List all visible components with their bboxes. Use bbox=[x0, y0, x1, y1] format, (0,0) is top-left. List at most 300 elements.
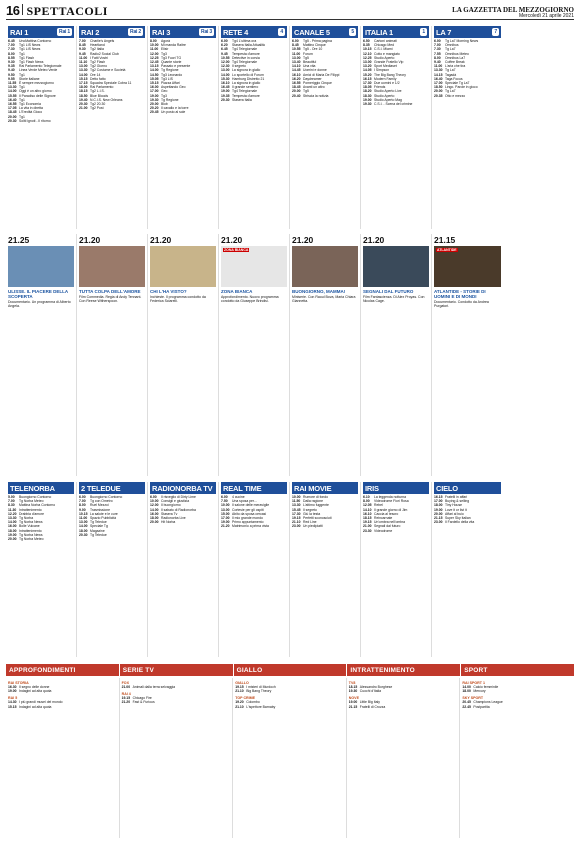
program-time: 16.00 bbox=[8, 524, 17, 529]
section-channel: GIALLO bbox=[235, 681, 249, 685]
program-title: Tg La7 bbox=[445, 89, 456, 94]
program-row[interactable] bbox=[221, 98, 287, 102]
program-row[interactable] bbox=[363, 102, 429, 106]
program-list bbox=[8, 495, 74, 541]
program-row[interactable] bbox=[462, 705, 572, 709]
program-title: Il risveglio di Dirty Lime bbox=[161, 495, 196, 499]
program-time: 20.00 bbox=[434, 89, 443, 94]
program-title: Tempesta d'amore bbox=[232, 51, 260, 56]
program-time: 7.50 bbox=[221, 499, 228, 504]
program-title: Fratelli di Crozza bbox=[359, 704, 386, 709]
highlight-description: Inchieste. Il programma condotto da Federica Sciarelli. bbox=[150, 295, 206, 304]
section-column bbox=[233, 678, 347, 838]
program-title: La signora in giallo bbox=[232, 81, 261, 86]
program-time: 10.00 bbox=[150, 43, 159, 48]
program-row[interactable] bbox=[8, 705, 117, 709]
program-time: 20.00 bbox=[150, 520, 159, 525]
page-number: 16 bbox=[6, 3, 20, 18]
program-title: UnoMattina Contorno bbox=[19, 39, 52, 43]
program-time: 11.10 bbox=[79, 60, 88, 65]
program-time: 16.10 bbox=[363, 511, 372, 516]
program-time: 17.00 bbox=[221, 516, 230, 521]
highlight-title[interactable]: ZONA BIANCA bbox=[221, 289, 253, 294]
program-title: Bolle Vulcane bbox=[19, 524, 40, 529]
program-list bbox=[221, 39, 287, 102]
program-time: 17.05 bbox=[8, 106, 17, 111]
program-time: 20.35 bbox=[434, 93, 443, 98]
highlight-description: Documentario. Un programma di Alberto Angela. bbox=[8, 300, 71, 309]
highlight-time: 21.20 bbox=[363, 235, 385, 245]
channel-name: LA 7 bbox=[436, 27, 452, 37]
program-title: Blob bbox=[161, 102, 168, 107]
channel-column-rai-1 bbox=[6, 26, 77, 229]
highlight-description: Documentario. Condotto da Andrea Purgatori. bbox=[434, 300, 489, 309]
highlight-title[interactable]: CHI L'HA VISTO? bbox=[150, 289, 187, 294]
program-title: Red Line bbox=[303, 520, 317, 525]
channel-column-rete-4 bbox=[219, 26, 290, 229]
channel-logo: Rai 1 bbox=[59, 29, 70, 35]
program-title: Radionorba Live bbox=[161, 516, 186, 521]
section-header-intrattenimento: INTRATTENIMENTO bbox=[347, 664, 460, 676]
issue-date: Mercoledì 21 aprile 2021 bbox=[518, 13, 574, 19]
highlight-title[interactable]: ATLANTIDE - STORIE DI UOMINI E DI MONDI bbox=[434, 289, 486, 299]
program-time: 6.00 bbox=[292, 39, 299, 43]
section-channel: FOX bbox=[121, 681, 129, 685]
program-time: 8.00 bbox=[150, 39, 157, 43]
program-time: 19.15 bbox=[292, 516, 301, 521]
highlight-description: Film Commedia. Regia di Andy Tennant. Con Reese Witherspoon. bbox=[79, 295, 142, 304]
program-time: 11.55 bbox=[8, 81, 17, 86]
program-time: 6.45 bbox=[8, 39, 15, 43]
highlight-photo bbox=[434, 246, 501, 287]
program-title: Tg1 bbox=[19, 97, 25, 102]
program-title: Tg2 Flash bbox=[90, 60, 106, 65]
program-title: Tg1 Flash News bbox=[19, 60, 44, 65]
program-time: 19.15 bbox=[235, 685, 244, 689]
program-row[interactable] bbox=[349, 689, 458, 693]
program-title: Storie italiane bbox=[19, 76, 40, 81]
program-row[interactable] bbox=[434, 520, 501, 524]
program-time: 12.20 bbox=[8, 511, 17, 516]
program-list bbox=[150, 39, 216, 115]
program-list bbox=[8, 39, 74, 123]
program-title: Mi manda Raitre bbox=[161, 43, 186, 48]
program-time: 9.30 bbox=[79, 47, 86, 52]
program-time: 21.20 bbox=[121, 700, 131, 705]
program-time: 20.30 bbox=[79, 102, 88, 107]
program-list bbox=[434, 495, 501, 524]
program-title: Speciale Tg bbox=[90, 524, 108, 529]
program-title: Studio Aperto Live bbox=[374, 89, 402, 94]
channel-grid-middle bbox=[6, 482, 574, 657]
program-title: Super Sky Italian bbox=[445, 516, 471, 521]
program-title: Tg1 Flash bbox=[19, 55, 35, 60]
section-channel: NOVE bbox=[348, 696, 359, 701]
program-time: 14.00 bbox=[150, 507, 159, 512]
program-time: 10.00 bbox=[150, 499, 159, 504]
program-row[interactable] bbox=[122, 700, 231, 704]
program-time: 11.30 bbox=[8, 507, 17, 512]
program-title: Tg4 Telegiornale bbox=[232, 47, 258, 52]
channel-name: RADIONORBA TV bbox=[152, 483, 213, 493]
channel-column-rai-movie bbox=[290, 482, 361, 657]
program-title: Big Bang Theory bbox=[246, 689, 272, 694]
program-title: Speciale Tg La7 bbox=[445, 81, 470, 86]
program-title: Matrimonio a prima vista bbox=[232, 524, 269, 529]
program-list bbox=[150, 495, 216, 524]
program-title: Caccia al tesoro bbox=[374, 511, 399, 516]
program-title: Tg1 LIS News bbox=[19, 47, 41, 52]
program-title: Uomini e donne bbox=[303, 68, 327, 73]
program-time: 8.45 bbox=[292, 43, 299, 48]
section-channel: RAI SPORT 1 bbox=[462, 681, 485, 685]
program-time: 18.45 bbox=[8, 110, 17, 115]
program-time: 21.10 bbox=[292, 520, 301, 525]
program-title: Cartoni animati bbox=[374, 39, 397, 43]
highlight-column bbox=[6, 234, 77, 476]
program-time: 15.30 bbox=[221, 76, 230, 81]
program-title: Taga Focus bbox=[445, 76, 463, 81]
program-time: 17.30 bbox=[363, 81, 372, 86]
program-time: 20.00 bbox=[8, 537, 17, 542]
section-header-serie-tv: SERIE TV bbox=[120, 664, 233, 676]
program-title: Videodrome Fiori Rosa bbox=[374, 499, 409, 504]
program-title: Tg Norba News bbox=[19, 532, 43, 537]
program-time: 19.35 bbox=[221, 93, 230, 98]
channel-header bbox=[79, 26, 145, 38]
program-time: 10.55 bbox=[221, 55, 230, 60]
program-title: Avanti un altro bbox=[303, 85, 325, 90]
program-title: È sempre mezzogiorno bbox=[19, 81, 54, 86]
program-title: Tg Norba bbox=[19, 516, 34, 521]
program-title: Stasera Tv bbox=[161, 511, 178, 516]
program-time: 14.00 bbox=[462, 685, 471, 689]
program-time: 13.00 bbox=[221, 68, 230, 73]
program-title: Oggi è un altro giorno bbox=[19, 89, 52, 94]
section-channel: TOP CRIME bbox=[235, 696, 256, 701]
channel-logo: Rai 2 bbox=[130, 29, 141, 35]
channel-name: RAI 2 bbox=[81, 27, 100, 37]
program-row[interactable] bbox=[434, 94, 501, 98]
program-title: Heartland bbox=[90, 43, 105, 48]
program-title: L'aria che tira bbox=[445, 64, 466, 69]
program-title: Tg1 bbox=[19, 85, 25, 90]
channel-header bbox=[292, 482, 358, 494]
program-title: Il Paradiso delle Signore bbox=[19, 93, 56, 98]
program-title: Tempesta d'amore bbox=[232, 93, 260, 98]
program-title: Tg5 - Prima pagina bbox=[303, 39, 332, 43]
program-title: Cortesie per gli ospiti bbox=[232, 507, 264, 512]
program-title: Champions League bbox=[473, 700, 503, 705]
program-title: Giù la testa bbox=[303, 511, 321, 516]
channel-column-2-teledue bbox=[77, 482, 148, 657]
section-title: SPETTACOLI bbox=[26, 4, 108, 18]
program-title: Tg2 Giorno bbox=[90, 64, 107, 69]
channel-name: RAI 3 bbox=[152, 27, 171, 37]
program-time: 13.30 bbox=[8, 85, 17, 90]
program-row[interactable] bbox=[349, 705, 458, 709]
program-time: 12.05 bbox=[363, 503, 372, 508]
program-row[interactable] bbox=[150, 520, 216, 524]
program-title: La salute e le cure bbox=[90, 511, 118, 516]
program-row[interactable] bbox=[8, 689, 117, 693]
program-time: 14.00 bbox=[221, 72, 230, 77]
channel-grid-top bbox=[6, 26, 574, 229]
program-title: Il mio grande mondo bbox=[232, 516, 263, 521]
program-time: 20.30 bbox=[221, 97, 230, 102]
program-time: 16.55 bbox=[8, 102, 17, 107]
channel-column-cielo bbox=[432, 482, 503, 657]
highlight-photo bbox=[292, 246, 358, 287]
program-list bbox=[363, 495, 429, 533]
program-time: 13.15 bbox=[150, 64, 159, 69]
program-time: 20.45 bbox=[462, 700, 471, 705]
program-title: Rumore di fondo bbox=[303, 495, 329, 499]
program-time: 14.05 bbox=[363, 68, 372, 73]
program-time: 16.00 bbox=[150, 85, 159, 90]
program-title: Squadra Speciale Cobra 11 bbox=[90, 81, 132, 86]
program-title: Lo sportello di Forum bbox=[232, 72, 264, 77]
highlight-time: 21.15 bbox=[434, 235, 456, 245]
section-bar bbox=[6, 664, 574, 676]
channel-name: 2 TELEDUE bbox=[81, 483, 121, 493]
highlight-photo bbox=[79, 246, 145, 287]
program-title: Tg Teledue bbox=[90, 520, 107, 525]
program-time: 18.00 bbox=[462, 689, 471, 694]
program-time: 14.50 bbox=[150, 72, 159, 77]
channel-header bbox=[221, 482, 287, 494]
program-row[interactable] bbox=[79, 533, 145, 537]
program-time: 18.05 bbox=[363, 85, 372, 90]
program-title: I più grandi musei del mondo bbox=[19, 700, 63, 705]
program-time: 18.50 bbox=[434, 85, 443, 90]
program-time: 6.50 bbox=[363, 39, 370, 43]
program-time: 15.15 bbox=[8, 704, 17, 709]
program-time: 18.15 bbox=[348, 685, 358, 689]
program-title: La leggenda notturna bbox=[374, 495, 407, 499]
program-title: Abito da sposa cercasi bbox=[232, 511, 267, 516]
channel-logo: 1 bbox=[422, 29, 425, 35]
program-title: Tg La7 bbox=[445, 47, 456, 52]
program-time: 21.15 bbox=[434, 516, 443, 521]
masthead bbox=[452, 7, 574, 19]
program-title: Piazza Affari bbox=[161, 81, 180, 86]
highlight-title[interactable]: BUONGIORNO, MAMMA! bbox=[292, 289, 346, 294]
program-time: 16.55 bbox=[292, 81, 301, 86]
program-time: 19.30 bbox=[150, 97, 159, 102]
program-title: Il cavallo e la torre bbox=[161, 106, 189, 111]
program-title: Tg5 bbox=[303, 89, 309, 94]
program-title: Il Fardello della vita bbox=[445, 520, 475, 525]
program-time: 12.10 bbox=[363, 51, 372, 56]
program-title: Detective in corsia bbox=[232, 55, 260, 60]
section-channel: RAI 5 bbox=[8, 696, 18, 701]
program-title: I misteri di Murdoch bbox=[246, 685, 276, 689]
program-title: Il segno delle donne bbox=[19, 685, 50, 689]
program-title: Pomeriggio Cinque bbox=[303, 81, 332, 86]
program-title: Tg con Ometro bbox=[90, 499, 113, 504]
program-title: Tg3 Fuori TG bbox=[161, 55, 182, 60]
section-header-giallo: GIALLO bbox=[234, 664, 347, 676]
program-title: Tg3 bbox=[161, 51, 167, 56]
program-time: 17.00 bbox=[434, 499, 443, 504]
program-time: 20.00 bbox=[8, 114, 17, 119]
channel-name: IRIS bbox=[365, 483, 379, 493]
program-title: Tg3 LIS bbox=[161, 76, 173, 81]
channel-name: CIELO bbox=[436, 483, 458, 493]
program-title: Grande Fratello Vip bbox=[374, 60, 404, 65]
program-time: 20.00 bbox=[292, 89, 301, 94]
program-title: Omnibus bbox=[445, 43, 459, 48]
program-time: 9.55 bbox=[8, 76, 15, 81]
channel-column-telenorba bbox=[6, 482, 77, 657]
program-row[interactable] bbox=[235, 705, 344, 709]
program-title: Tg Norba Meteo bbox=[19, 499, 44, 504]
section-header-approfondimenti: APPROFONDIMENTI bbox=[6, 664, 119, 676]
program-time: 18.50 bbox=[79, 93, 88, 98]
program-title: Omnibus La7 bbox=[445, 55, 466, 60]
program-time: 6.00 bbox=[150, 495, 157, 499]
program-title: Primo appuntamento bbox=[232, 520, 264, 525]
program-title: Coffee Break bbox=[445, 60, 465, 65]
program-title: Studio Aperto Mag bbox=[374, 97, 402, 102]
program-time: 15.45 bbox=[292, 507, 301, 512]
program-time: 21.00 bbox=[121, 685, 131, 689]
program-row[interactable] bbox=[79, 106, 145, 110]
program-title: Dalla ragione bbox=[303, 499, 323, 504]
program-time: 12.00 bbox=[150, 503, 159, 508]
program-time: 14.00 bbox=[8, 89, 17, 94]
highlight-column bbox=[290, 234, 361, 476]
program-title: Hamburg Distretto 21 bbox=[232, 76, 265, 81]
program-title: Tg4 L'ultima ora bbox=[232, 39, 257, 43]
highlight-title[interactable]: SEGNALI DAL FUTURO bbox=[363, 289, 414, 294]
program-row[interactable] bbox=[150, 110, 216, 114]
program-time: 7.30 bbox=[434, 47, 441, 52]
program-title: The Big Bang Theory bbox=[374, 72, 406, 77]
program-time: 18.00 bbox=[79, 528, 88, 533]
highlight-column bbox=[77, 234, 148, 476]
program-time: 20.30 bbox=[8, 118, 17, 123]
program-time: 11.00 bbox=[292, 51, 301, 56]
program-time: 13.00 bbox=[363, 60, 372, 65]
program-time: 18.00 bbox=[434, 503, 443, 508]
highlight-title[interactable]: TUTTA COLPA DELL'AMORE bbox=[79, 289, 141, 294]
program-list bbox=[79, 495, 145, 537]
program-time: 15.20 bbox=[363, 72, 372, 77]
section-channel: RAI 4 bbox=[121, 692, 131, 697]
program-title: Intrattenimento bbox=[19, 528, 42, 533]
channel-header bbox=[79, 482, 145, 494]
program-time: 20.20 bbox=[150, 106, 159, 111]
program-row[interactable] bbox=[122, 685, 231, 689]
channel-column-rai-3 bbox=[148, 26, 219, 229]
page-header bbox=[6, 4, 574, 20]
program-row[interactable] bbox=[235, 689, 344, 693]
program-row[interactable] bbox=[8, 537, 74, 541]
program-time: 12.00 bbox=[150, 51, 159, 56]
program-time: 7.55 bbox=[434, 51, 441, 56]
highlight-time: 21.25 bbox=[8, 235, 30, 245]
channel-column-italia-1 bbox=[361, 26, 432, 229]
program-row[interactable] bbox=[8, 119, 74, 123]
program-title: Videodrome bbox=[374, 528, 393, 533]
program-title: I Simpson bbox=[374, 68, 390, 73]
program-time: 8.00 bbox=[363, 499, 370, 504]
program-row[interactable] bbox=[292, 524, 358, 528]
program-title: Una sposa per... bbox=[232, 499, 257, 504]
highlight-description: Miniserie. Con Raoul Bova, Maria Chiara Giannetta. bbox=[292, 295, 356, 304]
program-title: Forum bbox=[303, 51, 313, 56]
program-title: Passato e presente bbox=[161, 64, 191, 69]
program-title: C.S.I. - Scena del crimine bbox=[374, 102, 413, 107]
program-row[interactable] bbox=[221, 524, 287, 528]
channel-name: RAI 1 bbox=[10, 27, 29, 37]
program-time: 17.00 bbox=[150, 89, 159, 94]
program-title: Rai Parlamento Telegiornale bbox=[19, 64, 62, 69]
paper-name: LA GAZZETTA DEL MEZZOGIORNO bbox=[452, 6, 574, 14]
program-time: 8.35 bbox=[363, 43, 370, 48]
program-title: Reincarnate bbox=[374, 516, 393, 521]
section-channel: SKY SPORT bbox=[462, 696, 484, 701]
program-title: Il sabato di Radionorba bbox=[161, 507, 196, 512]
program-time: 19.00 bbox=[363, 97, 372, 102]
program-time: 13.40 bbox=[292, 60, 301, 65]
highlight-photo bbox=[221, 246, 287, 287]
program-title: Cotto e mangiato bbox=[374, 51, 400, 56]
program-title: Tg2 Post bbox=[90, 106, 104, 111]
program-title: Little Big Italy bbox=[359, 700, 380, 705]
program-title: Fast & Furious bbox=[132, 700, 155, 705]
channel-logo: 5 bbox=[351, 29, 354, 35]
program-list bbox=[292, 39, 358, 98]
program-title: Chicago Med bbox=[374, 43, 394, 48]
program-time: 19.15 bbox=[121, 696, 131, 701]
program-title: Buongiorno Contorno bbox=[90, 495, 123, 499]
program-title: Love it or list it bbox=[445, 507, 467, 512]
highlight-title[interactable]: ULISSE. IL PIACERE DELLA SCOPERTA bbox=[8, 289, 69, 299]
program-title: Lingo. Parole in gioco bbox=[445, 85, 478, 90]
program-title: Stasera Italia bbox=[232, 97, 252, 102]
program-time: 7.00 bbox=[79, 499, 86, 504]
highlight-column bbox=[432, 234, 503, 476]
highlight-photo bbox=[363, 246, 429, 287]
program-time: 18.20 bbox=[363, 89, 372, 94]
program-time: 11.00 bbox=[150, 47, 159, 52]
program-row[interactable] bbox=[292, 94, 358, 98]
program-title: Due uomini e 1/2 bbox=[374, 81, 400, 86]
program-time: 13.30 bbox=[434, 68, 443, 73]
program-time: 13.00 bbox=[221, 507, 230, 512]
channel-logo: 7 bbox=[494, 29, 497, 35]
program-time: 14.00 bbox=[8, 520, 17, 525]
program-time: 18.15 bbox=[363, 516, 372, 521]
program-time: 9.35 bbox=[8, 64, 15, 69]
program-row[interactable] bbox=[462, 689, 572, 693]
program-time: 6.20 bbox=[221, 43, 228, 48]
program-title: Tiny House bbox=[445, 503, 463, 508]
program-title: Rai Parlamento bbox=[90, 85, 114, 90]
program-title: La vita in diretta bbox=[19, 106, 43, 111]
program-row[interactable] bbox=[363, 529, 429, 533]
channel-header bbox=[8, 26, 74, 38]
program-time: 7.00 bbox=[8, 43, 15, 48]
program-time: 21.15 bbox=[348, 704, 358, 709]
program-title: Aspettando Geo bbox=[161, 85, 186, 90]
program-title: Tg2 L.I.S. bbox=[90, 89, 105, 94]
program-title: I Fatti Vostri bbox=[90, 55, 108, 60]
channel-name: CANALE 5 bbox=[294, 27, 330, 37]
